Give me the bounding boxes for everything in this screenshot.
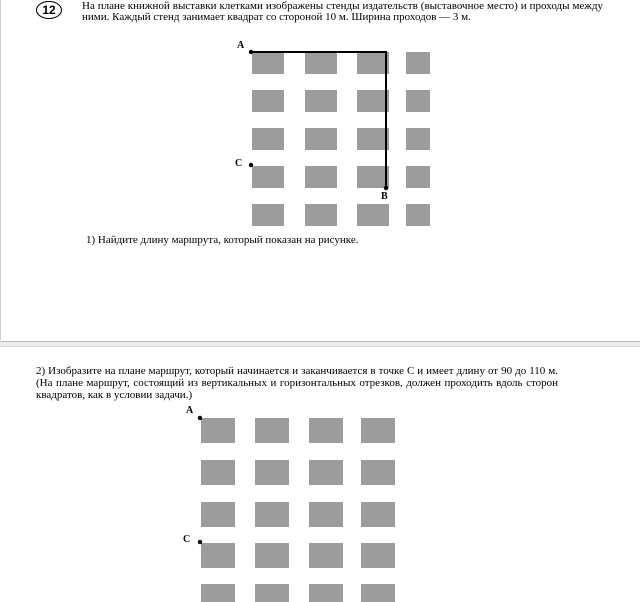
stand: [305, 90, 337, 112]
stand: [252, 204, 284, 226]
page-divider: [0, 341, 640, 347]
point-c-marker: [249, 163, 253, 167]
point-a-label: А: [237, 40, 245, 51]
point-b-label: В: [381, 191, 388, 202]
stand: [309, 418, 343, 443]
question-2: 2) Изобразите на плане маршрут, который начинается и заканчивается в точке С и имеет длину от 90 до 110 м. (На плане маршрут, состоящий из вертикальных и горизонтальных отрезков, должен проходить вдоль сторон квадратов, как в условии задачи.): [36, 365, 558, 401]
stand: [357, 90, 389, 112]
point-a-marker: [249, 50, 253, 54]
stands-grid-2: [201, 418, 395, 602]
point-c-marker: [198, 540, 202, 544]
task-number: 12: [42, 3, 56, 17]
stand: [406, 128, 430, 150]
stand: [406, 166, 430, 188]
stand: [309, 502, 343, 527]
stand: [201, 502, 235, 527]
stand: [255, 584, 289, 602]
stand: [252, 166, 284, 188]
stand: [201, 418, 235, 443]
point-a-label: А: [186, 405, 194, 416]
stand: [201, 543, 235, 568]
stand: [361, 584, 395, 602]
point-c-label: С: [235, 158, 243, 169]
point-c-label: С: [183, 534, 191, 545]
stand: [406, 204, 430, 226]
stand: [309, 460, 343, 485]
stand: [201, 584, 235, 602]
stand: [406, 90, 430, 112]
stands-grid-1: [252, 52, 430, 226]
stand: [357, 166, 389, 188]
stand: [201, 460, 235, 485]
task-condition: На плане книжной выставки клетками изображены стенды издательств (выставочное место) и проходы между ними. Каждый стенд занимает квадрат со стороной 10 м. Ширина проходов — 3 м.: [82, 0, 603, 23]
exhibition-plan-1: [230, 36, 430, 232]
task-number-badge: [36, 1, 62, 19]
stand: [361, 502, 395, 527]
stand: [305, 204, 337, 226]
stand: [252, 90, 284, 112]
stand: [255, 418, 289, 443]
stand: [255, 502, 289, 527]
stand: [357, 128, 389, 150]
stand: [309, 543, 343, 568]
point-a-marker: [198, 416, 202, 420]
point-b-marker: [384, 186, 388, 190]
stand: [361, 418, 395, 443]
question-1: 1) Найдите длину маршрута, который показан на рисунке.: [86, 234, 359, 246]
stand: [305, 166, 337, 188]
stand: [361, 543, 395, 568]
stand: [361, 460, 395, 485]
stand: [406, 52, 430, 74]
page-edge: [0, 0, 1, 340]
stand: [305, 128, 337, 150]
stand: [255, 543, 289, 568]
exhibition-plan-2: [180, 402, 410, 602]
stand: [252, 128, 284, 150]
stand: [357, 52, 389, 74]
stand: [309, 584, 343, 602]
stand: [357, 204, 389, 226]
stand: [305, 52, 337, 74]
stand: [255, 460, 289, 485]
stand: [252, 52, 284, 74]
